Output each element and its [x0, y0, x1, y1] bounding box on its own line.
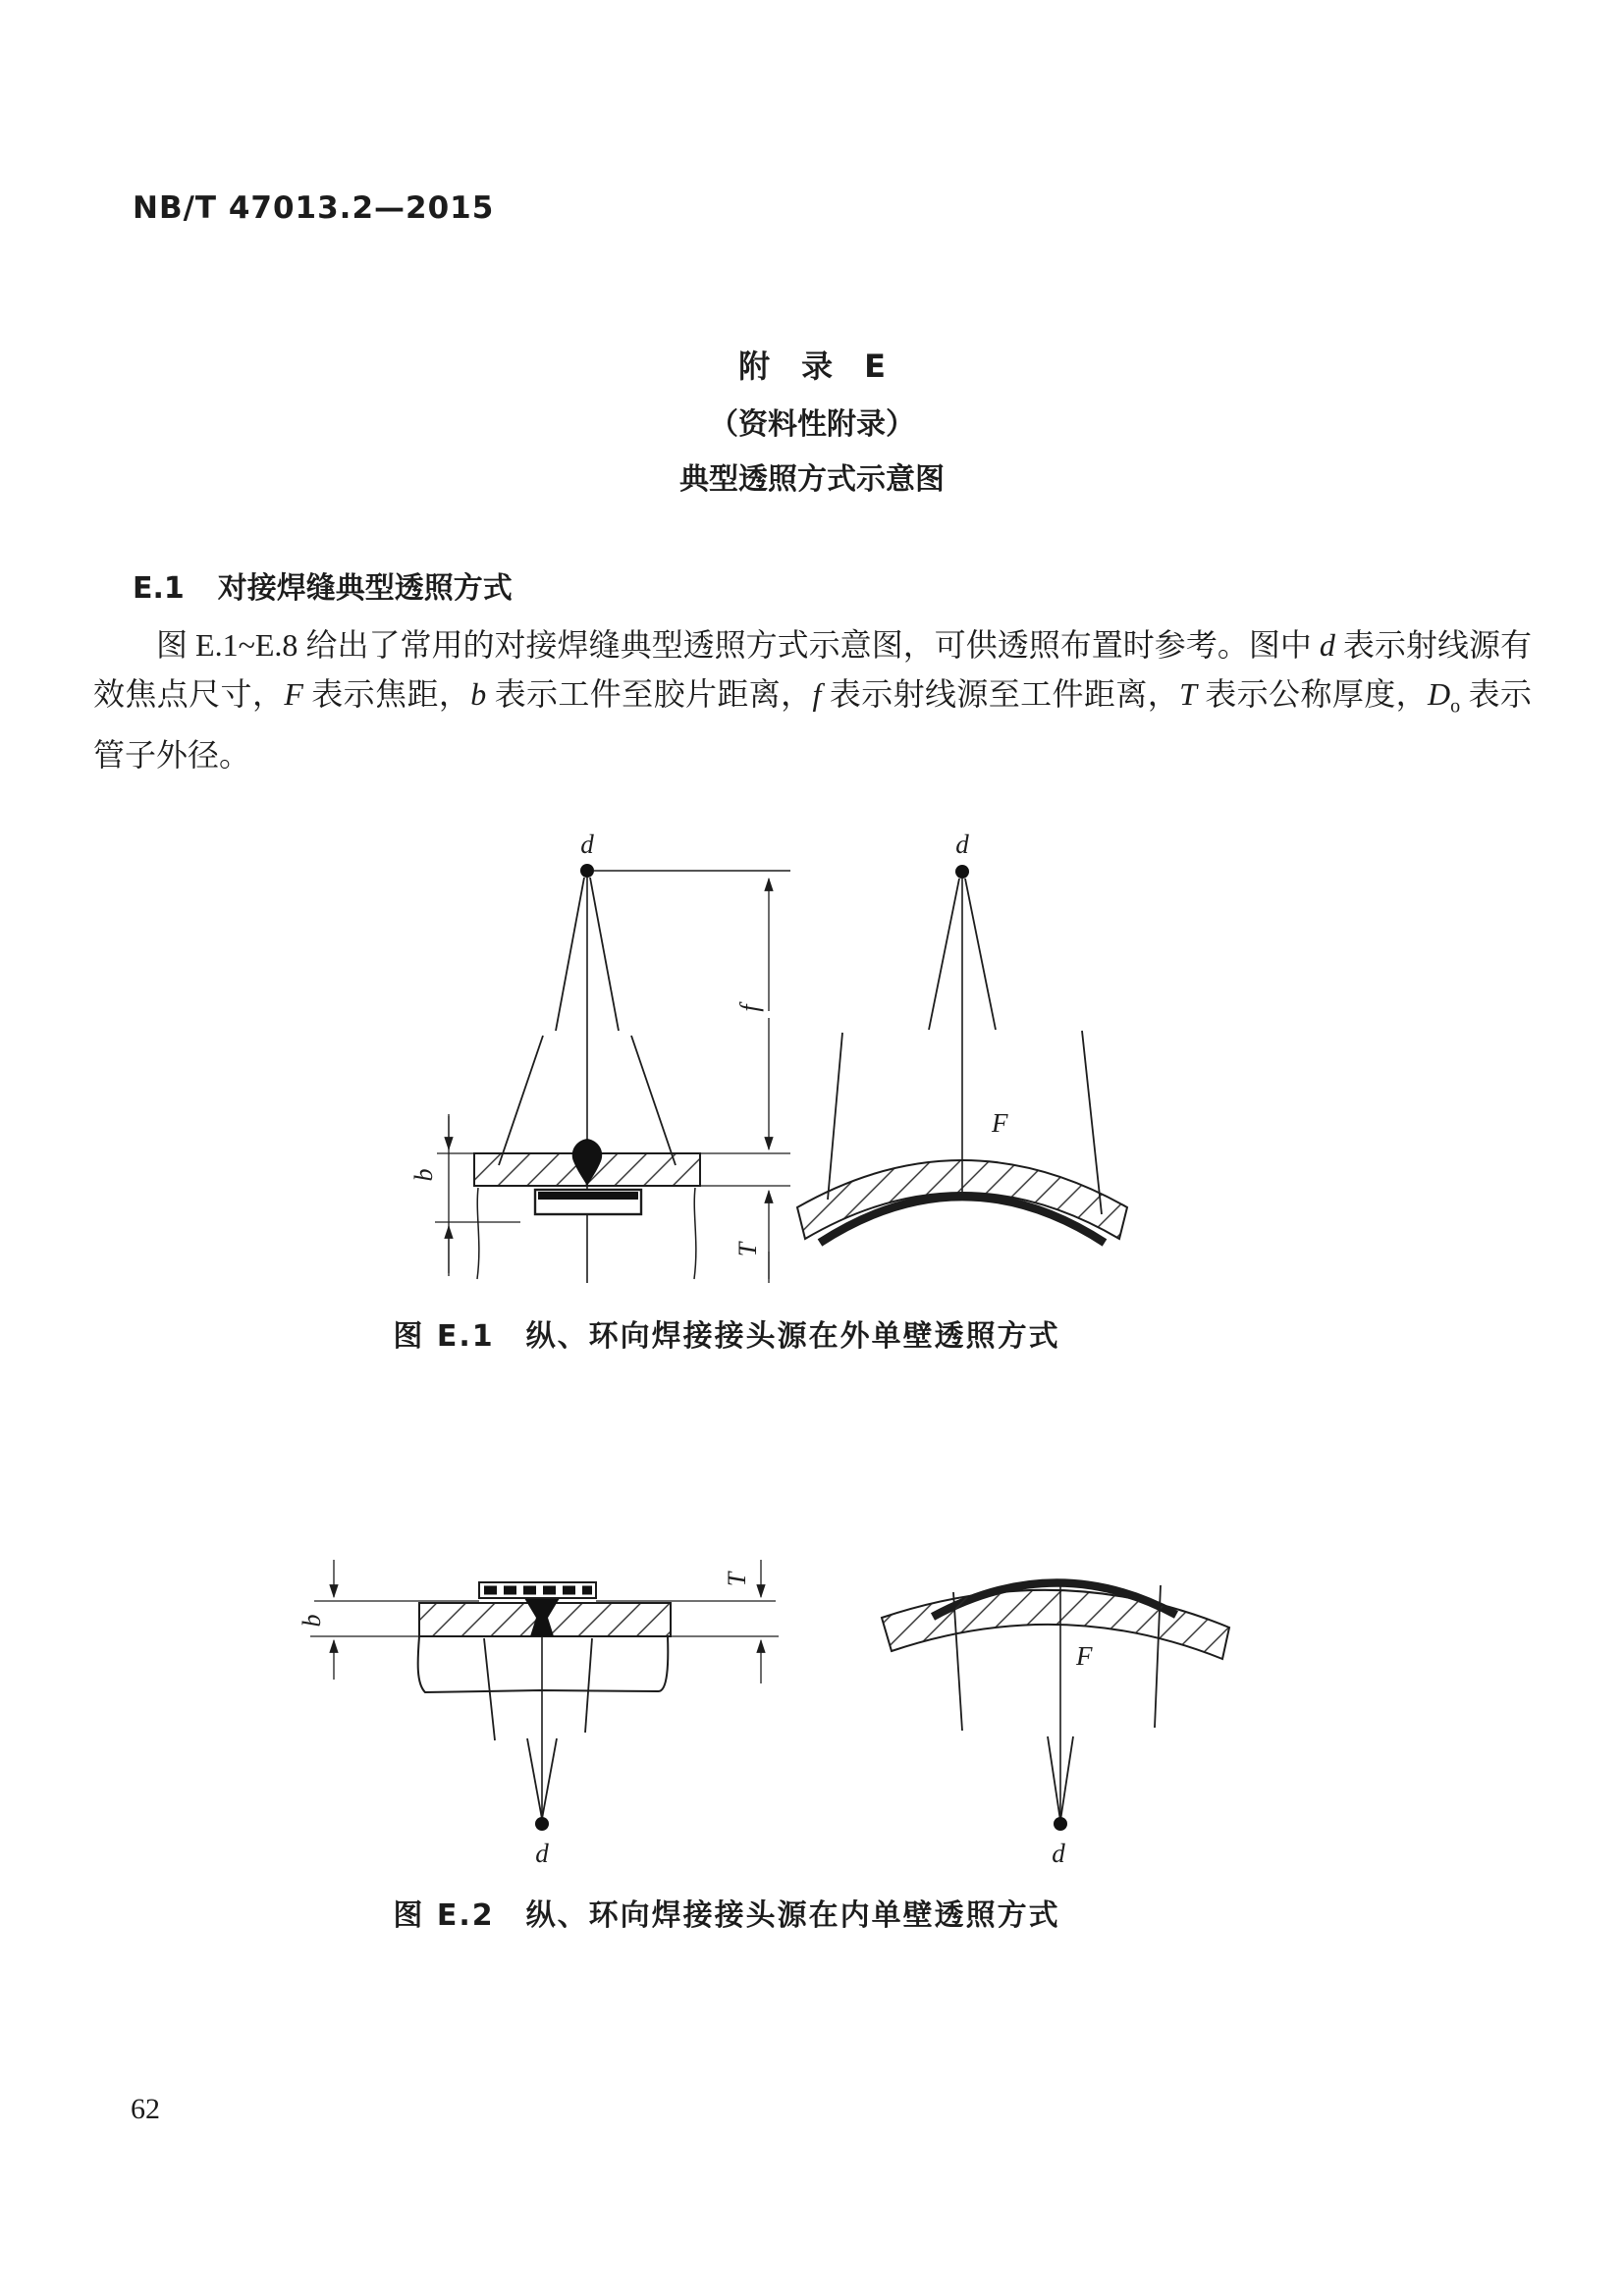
e2-label-b: b [298, 1614, 326, 1628]
e1-pipe-setup [797, 865, 1127, 1243]
e2-ray-inner-right [542, 1738, 557, 1819]
e2-plate-setup [310, 1560, 779, 1831]
e1-label-t: T [733, 1242, 762, 1257]
section-number: E.1 [133, 571, 185, 606]
standard-number-header: NB/T 47013.2—2015 [133, 190, 495, 226]
e2-pipe-ray-inner-left [1048, 1736, 1060, 1821]
figure-e1-diagram [373, 829, 1168, 1296]
figure-e1-caption: 图 E.1 纵、环向焊接接头源在外单壁透照方式 [393, 1319, 1060, 1354]
e2-pipe-ray-inner-right [1060, 1736, 1073, 1821]
e1-ray-inner-right [590, 878, 619, 1031]
figure-e2-diagram [285, 1536, 1276, 1885]
figure-e2-caption: 图 E.2 纵、环向焊接接头源在内单壁透照方式 [393, 1898, 1060, 1933]
appendix-title: 附 录 E [738, 347, 886, 385]
e1-source-dot [580, 864, 594, 878]
e2-pipe-wall [882, 1590, 1229, 1659]
e2-pipe-source-dot [1054, 1817, 1067, 1831]
e2-pipe-setup [882, 1580, 1229, 1831]
e1-ray-outer-left [499, 1036, 543, 1165]
e2-label-f-cap: F [1076, 1641, 1093, 1671]
intro-paragraph: 图 E.1~E.8 给出了常用的对接焊缝典型透照方式示意图，可供透照布置时参考。图中 d 表示射线源有效焦点尺寸，F 表示焦距，b 表示工件至胶片距离，f 表示射线源至工件距离，T 表示公称厚度，$D_o$ 表示管子外径。 [93, 627, 1532, 774]
e1-label-d-right: d [955, 829, 969, 859]
appendix-subtitle-informative: （资料性附录） [709, 407, 915, 442]
e2-ray-inner-left [527, 1738, 542, 1819]
e1-label-f: f [735, 1004, 764, 1012]
e1-break-line-left [477, 1188, 479, 1279]
e1-break-line-right [694, 1188, 696, 1279]
e1-label-b: b [409, 1168, 438, 1182]
page-number: 62 [131, 2093, 160, 2125]
e2-ray-outer-left [484, 1638, 495, 1740]
e2-label-d-left: d [535, 1839, 549, 1868]
e1-label-d-left: d [580, 829, 594, 859]
e1-ray-inner-left [556, 878, 584, 1031]
e1-film [538, 1192, 638, 1200]
e2-label-d-right: d [1052, 1839, 1065, 1868]
e2-label-t: T [723, 1572, 751, 1587]
e1-pipe-ray-inner-left [929, 879, 959, 1030]
e2-ray-outer-right [585, 1638, 592, 1733]
appendix-subtitle-topic: 典型透照方式示意图 [679, 462, 945, 497]
appendix-title-block [0, 342, 1624, 498]
section-title: 对接焊缝典型透照方式 [217, 571, 513, 606]
section-heading [133, 563, 513, 607]
e1-plate-setup [435, 864, 790, 1283]
e1-pipe-ray-inner-right [965, 879, 996, 1030]
e1-label-f-cap: F [992, 1108, 1008, 1138]
e1-ray-outer-right [631, 1036, 676, 1165]
e1-pipe-ray-outer-left [828, 1033, 842, 1200]
e1-pipe-source-dot [955, 865, 969, 879]
e2-pipe-section-outline [418, 1636, 669, 1692]
e2-source-dot [535, 1817, 549, 1831]
